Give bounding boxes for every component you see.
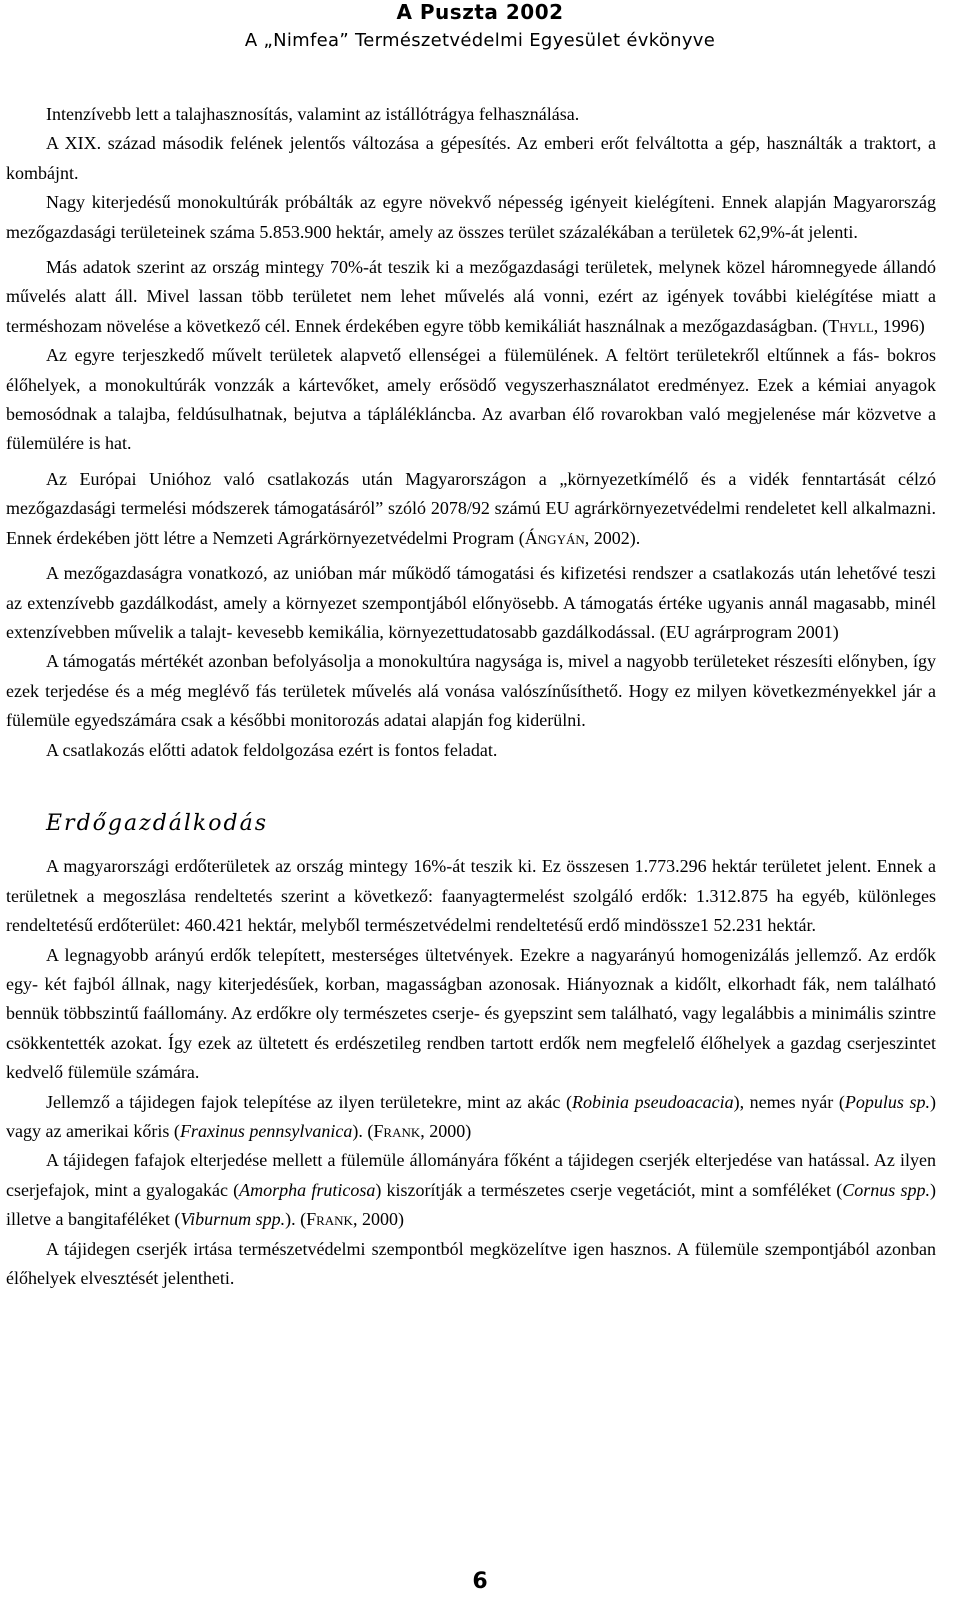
paragraph: A tájidegen cserjék irtása természetvédelmi szempontból megközelítve igen hasznos. A fülemüle szempontjából azonban élőhelyek elvesztését jelentheti. xyxy=(6,1238,936,1289)
paragraph: A támogatás mértékét azonban befolyásolja a monokultúra nagysága is, mivel a nagyobb területeket részesíti előnyben, így ezek terjedése és a még meglévő fás területek művelés alá vonása valószínűsíthető. Hogy ez milyen következményekkel jár a fülemüle egyedszámára csak a későbbi monitorozás adatai alapján fog kiderülni. xyxy=(6,651,936,731)
citation: Ángyán xyxy=(524,527,585,548)
paragraph: Az Európai Unióhoz való csatlakozás után Magyarországon a „környezetkímélő és a vidék fenntartását célzó mezőgazdasági termelési módszerek támogatásáról” szóló 2078/92 számú EU agrárkörnyezetvédelmi rendeletet kell alkalmazni. Ennek érdekében jött létre a Nemzeti Agrárkörnyezetvédelmi Program (Ángyán, 2002). xyxy=(6,468,936,548)
paragraph: A XIX. század második felének jelentős változása a gépesítés. Az emberi erőt felváltotta a gép, használták a traktort, a kombájnt. xyxy=(6,133,936,183)
citation: Frank xyxy=(306,1209,353,1230)
running-header-title: A Puszta 2002 xyxy=(396,0,564,24)
species-name: Robinia pseudoacacia xyxy=(571,1091,734,1112)
paragraph: Jellemző a tájidegen fajok telepítése az ilyen területekre, mint az akác (Robinia pseudoacacia), nemes nyár (Populus sp.) vagy az amerikai kőris (Fraxinus pennsylvanica). (Frank, 2000) xyxy=(6,1091,936,1141)
running-header-subtitle: A „Nimfea” Természetvédelmi Egyesület évkönyve xyxy=(244,30,716,51)
species-name: Fraxinus pennsylvanica xyxy=(179,1121,353,1141)
section-heading: Erdőgazdálkodás xyxy=(46,810,268,836)
species-name: Amorpha fruticosa xyxy=(239,1179,376,1200)
paragraph: Az egyre terjeszkedő művelt területek alapvető ellenségei a fülemülének. A feltört területekről eltűnnek a fás- bokros élőhelyek, a monokultúrák vonzzák a kártevőket, amely erősödő vegyszerhasználatot eredményez. Ezek a kémiai anyagok bemosódnak a talajba, feldúsulhatnak, bejutva a táplálékláncba. Az avarban élő rovarokban való megjelenése már közvetve a fülemülére is hat. xyxy=(6,345,936,454)
paragraph: Intenzívebb lett a talajhasznosítás, valamint az istállótrágya felhasználása. xyxy=(46,104,580,124)
paragraph: Más adatok szerint az ország mintegy 70%-át teszik ki a mezőgazdasági területek, melynek közel háromnegyede állandó művelés alatt áll. Mivel lassan több területet nem lehet művelés alá vonni, ezért az igények további kielégítése miatt a terméshozam növelése a következő cél. Ennek érdekében egyre több kemikáliát használnak a mezőgazdaságban. (Thyll, 1996) xyxy=(6,257,936,336)
paragraph: A mezőgazdaságra vonatkozó, az unióban már működő támogatási és kifizetési rendszer a csatlakozás után lehetővé teszi az extenzívebb gazdálkodást, amely a környezet szempontjából előnyösebb. A támogatás értéke ugyanis annál magasabb, minél extenzívebben művelik a talajt- kevesebb kemikália, környezettudatosabb gazdálkodással. (EU agrárprogram 2001) xyxy=(6,563,936,642)
citation: Frank xyxy=(373,1121,421,1141)
species-name: Cornus spp. xyxy=(842,1179,930,1200)
page-number: 6 xyxy=(472,1569,488,1594)
paragraph: Nagy kiterjedésű monokultúrák próbálták az egyre növekvő népesség igényeit kielégíteni. Ennek alapján Magyarország mezőgazdasági területeinek száma 5.853.900 hektár, amely az összes terület százalékában a területek 62,9%-át jelenti. xyxy=(6,192,936,242)
species-name: Populus sp. xyxy=(844,1091,930,1112)
paragraph: A magyarországi erdőterületek az ország mintegy 16%-át teszik ki. Ez összesen 1.773.296 hektár területet jelent. Ennek a területnek a megoszlása rendeltetés szerint a következő: faanyagtermelést szolgáló erdők: 1.312.875 ha egyéb, különleges rendeltetésű erdőterület: 460.421 hektár, melyből természetvédelmi rendeltetésű erdő mindössze1 52.231 hektár. xyxy=(6,856,936,936)
citation: Thyll xyxy=(828,315,874,336)
paragraph: A tájidegen fafajok elterjedése mellett a fülemüle állományára főként a tájidegen cserjék elterjedése van hatással. Az ilyen cserjefajok, mint a gyalogakác (Amorpha fruticosa) kiszorítják a természetes cserje vegetációt, mint a somféléket (Cornus spp.) illetve a bangitaféléket (Viburnum spp.). (Frank, 2000) xyxy=(6,1150,936,1230)
species-name: Viburnum spp. xyxy=(180,1209,286,1230)
paragraph: A legnagyobb arányú erdők telepített, mesterséges ültetvények. Ezekre a nagyarányú homogenizálás jellemző. Az erdők egy- két fajból állnak, nagy kiterjedésűek, korban, magasságban azonosak. Hiányoznak a kidőlt, elkorhadt fák, nem található bennük többszintű faállomány. Az erdőkre oly természetes cserje- és gyepszint sem található, vagy legalábbis a minimális szintre csökkentették azokat. Így ezek az ültetett és erdészetileg rendben tartott erdők nem megfelelő élőhelyek a gazdag cserjeszintet kedvelő fülemüle számára. xyxy=(6,944,936,1083)
paragraph: A csatlakozás előtti adatok feldolgozása ezért is fontos feladat. xyxy=(46,739,498,760)
document-body xyxy=(6,100,936,1293)
